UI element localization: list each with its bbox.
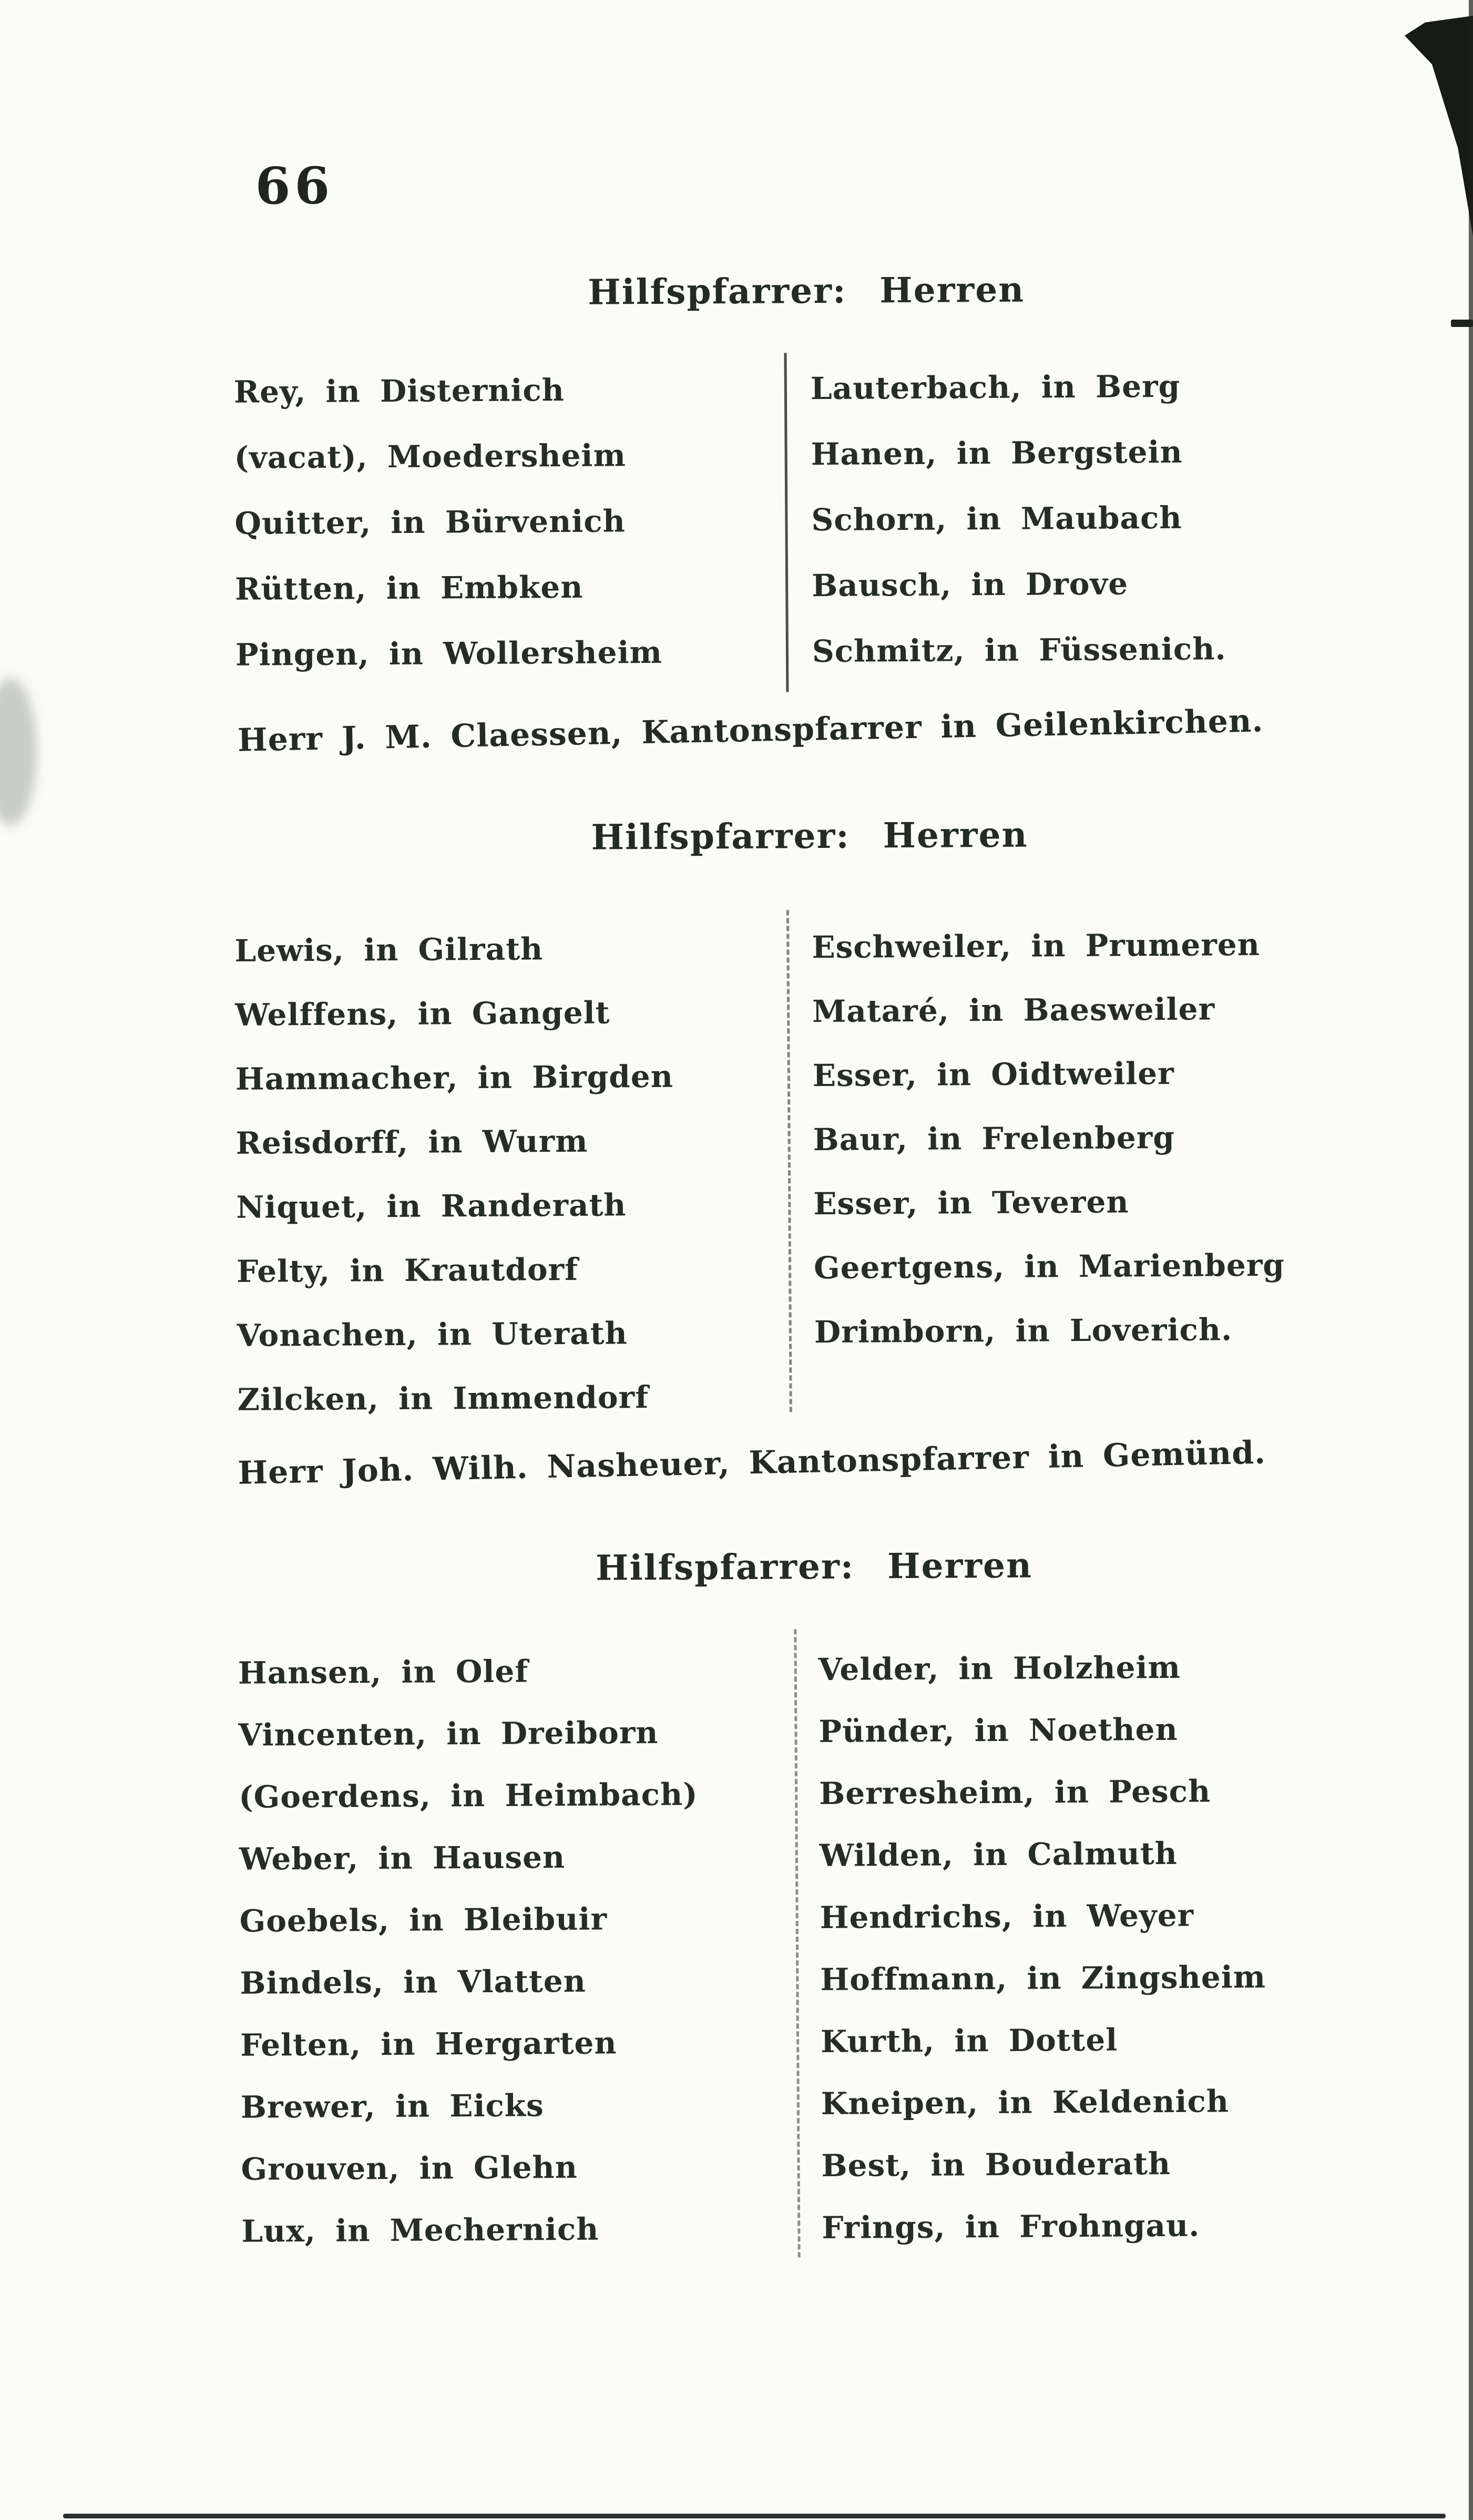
directory-entry: Rütten, in Embken	[234, 569, 584, 607]
directory-column-left	[234, 916, 676, 1432]
directory-entry: Hanen, in Bergstein	[811, 434, 1183, 473]
directory-entry: Weber, in Hausen	[239, 1839, 566, 1877]
directory-entry: Wilden, in Calmuth	[819, 1835, 1178, 1874]
page-number: 66	[255, 156, 334, 216]
column-divider	[784, 353, 789, 692]
directory-entry: Eschweiler, in Prumeren	[812, 926, 1261, 966]
scan-artifact-right-edge	[1469, 0, 1473, 2520]
directory-entry: Best, in Bouderath	[821, 2145, 1171, 2184]
directory-entry: Vonachen, in Uterath	[237, 1315, 628, 1354]
directory-entry: Hoffmann, in Zingsheim	[820, 1959, 1266, 1998]
directory-entry: Reisdorff, in Wurm	[236, 1123, 588, 1161]
column-divider	[794, 1629, 800, 2257]
directory-entry: Felty, in Krautdorf	[236, 1251, 579, 1289]
directory-entry: Schorn, in Maubach	[811, 499, 1182, 538]
directory-entry: Goebels, in Bleibuir	[239, 1901, 608, 1939]
directory-entry: Quitter, in Bürvenich	[234, 503, 626, 541]
directory-entry: (vacat), Moedersheim	[234, 437, 627, 476]
directory-entry: (Goerdens, in Heimbach)	[239, 1776, 698, 1815]
directory-entry: Grouven, in Glehn	[241, 2149, 578, 2187]
directory-column-left	[238, 1639, 701, 2262]
directory-entry: Brewer, in Eicks	[240, 2087, 544, 2125]
section-heading: Hilfspfarrer: Herren	[588, 269, 1025, 313]
directory-entry: Hansen, in Olef	[238, 1653, 529, 1691]
directory-entry: Hendrichs, in Weyer	[820, 1897, 1194, 1936]
directory-entry: Kneipen, in Keldenich	[821, 2083, 1230, 2122]
directory-entry: Lux, in Mechernich	[241, 2211, 599, 2249]
directory-entry: Berresheim, in Pesch	[819, 1773, 1211, 1812]
scan-artifact-edge-dash	[1451, 320, 1473, 327]
directory-column-left	[234, 357, 663, 688]
directory-entry: Pünder, in Noethen	[819, 1711, 1178, 1750]
directory-entry: Felten, in Hergarten	[240, 2025, 617, 2063]
canton-pastor-note: Herr J. M. Claessen, Kantonspfarrer in Geilenkirchen.	[237, 702, 1264, 759]
directory-entry: Welffens, in Gangelt	[234, 995, 610, 1033]
directory-entry: Baur, in Frelenberg	[813, 1119, 1175, 1158]
canton-pastor-note: Herr Joh. Wilh. Nasheuer, Kantonspfarrer in Gemünd.	[237, 1434, 1266, 1492]
directory-entry: Drimborn, in Loverich.	[814, 1312, 1233, 1350]
directory-entry: Vincenten, in Dreiborn	[238, 1714, 659, 1753]
directory-entry: Lauterbach, in Berg	[810, 368, 1181, 407]
scan-artifact-bottom-line	[63, 2514, 1446, 2518]
directory-entry: Esser, in Teveren	[813, 1184, 1129, 1222]
directory-column-right	[818, 1636, 1267, 2259]
directory-entry: Lewis, in Gilrath	[234, 931, 544, 969]
section-heading: Hilfspfarrer: Herren	[595, 1544, 1033, 1589]
directory-entry: Hammacher, in Birgden	[235, 1058, 674, 1097]
directory-entry: Mataré, in Baesweiler	[812, 991, 1215, 1030]
directory-entry: Zilcken, in Immendorf	[237, 1379, 649, 1418]
directory-entry: Schmitz, in Füssenich.	[812, 631, 1226, 670]
column-divider	[786, 910, 792, 1412]
directory-entry: Niquet, in Randerath	[236, 1187, 627, 1225]
directory-entry: Kurth, in Dottel	[820, 2022, 1118, 2060]
directory-entry: Geertgens, in Marienberg	[813, 1247, 1285, 1286]
directory-entry: Frings, in Frohngau.	[822, 2207, 1200, 2246]
directory-entry: Bausch, in Drove	[811, 566, 1129, 604]
directory-entry: Esser, in Oidtweiler	[812, 1055, 1174, 1094]
section-heading: Hilfspfarrer: Herren	[591, 814, 1028, 858]
directory-column-right	[810, 353, 1226, 684]
directory-column-right	[812, 913, 1285, 1364]
directory-entry: Bindels, in Vlatten	[240, 1963, 587, 2001]
directory-entry: Pingen, in Wollersheim	[235, 634, 663, 673]
directory-entry: Rey, in Disternich	[233, 372, 565, 410]
directory-entry: Velder, in Holzheim	[818, 1649, 1181, 1688]
